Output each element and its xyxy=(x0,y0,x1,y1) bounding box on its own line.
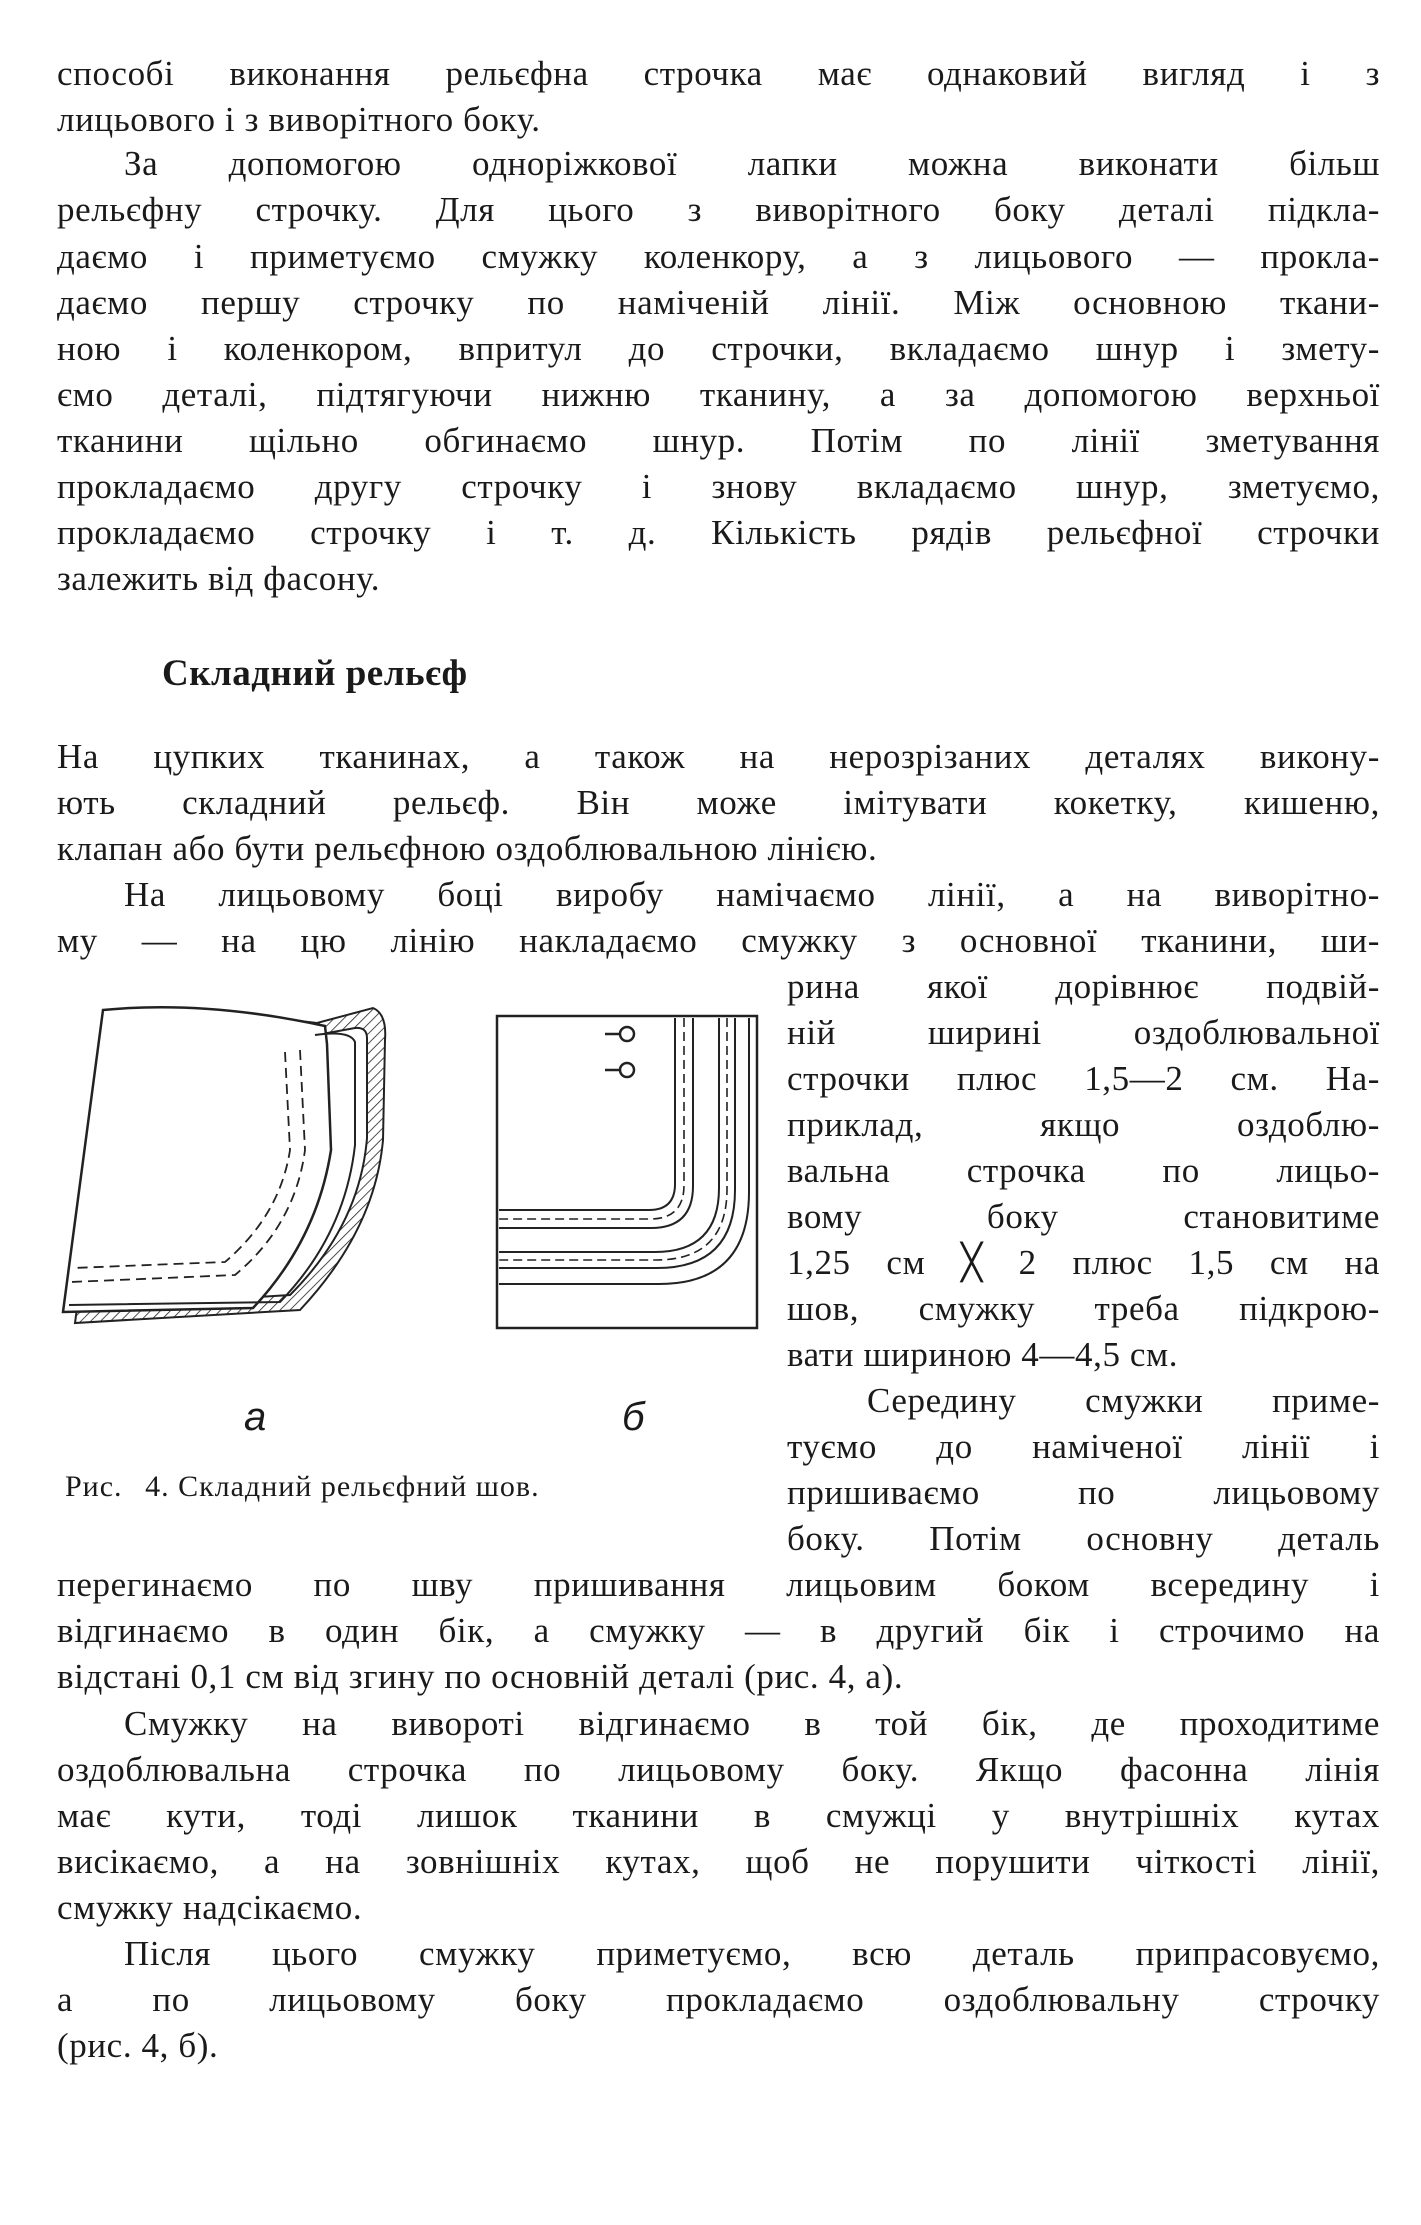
p4-right-line-8: шов, смужку треба підкрою- xyxy=(787,1289,1380,1328)
p1-line-1: способі виконання рельєфна строчка має однаковий вигляд і з xyxy=(57,54,1380,93)
figure-label-a: а xyxy=(244,1395,267,1439)
p5-right-line-4: боку. Потім основну деталь xyxy=(787,1519,1380,1558)
p6-line-4: висікаємо, а на зовнішніх кутах, щоб не порушити чіткості лінії, xyxy=(57,1842,1380,1881)
p6-line-5: смужку надсікаємо. xyxy=(57,1888,363,1927)
p2-line-1: За допомогою одноріжкової лапки можна виконати більш xyxy=(124,144,1380,183)
figure-a-drawing xyxy=(55,990,395,1350)
p2-line-9: прокладаємо строчку і т. д. Кількість рядів рельєфної строчки xyxy=(57,513,1380,552)
p4-right-line-3: строчки плюс 1,5—2 см. На- xyxy=(787,1059,1380,1098)
p7-line-3: (рис. 4, б). xyxy=(57,2026,219,2065)
figure-label-b: б xyxy=(622,1395,645,1439)
p7-line-1: Після цього смужку приметуємо, всю деталь припрасовуємо, xyxy=(124,1934,1380,1973)
p2-line-4: даємо першу строчку по наміченій лінії. Між основною ткани- xyxy=(57,283,1380,322)
figure-caption-prefix: Рис. xyxy=(65,1470,123,1503)
figure-b-drawing xyxy=(487,1010,782,1340)
figure-caption-text: 4. Складний рельєфний шов. xyxy=(145,1470,540,1503)
p3-line-1: На цупких тканинах, а також на нерозрізаних деталях викону- xyxy=(57,737,1380,776)
p4-right-line-2: ній ширині оздоблювальної xyxy=(787,1013,1380,1052)
p6-line-3: має кути, тоді лишок тканини в смужці у внутрішніх кутах xyxy=(57,1796,1380,1835)
p1-line-2: лицьового і з виворітного боку. xyxy=(57,100,541,139)
p4-right-line-5: вальна строчка по лицьо- xyxy=(787,1151,1380,1190)
p3-line-2: ють складний рельєф. Він може імітувати кокетку, кишеню, xyxy=(57,783,1380,822)
p5-right-line-2: туємо до наміченої лінії і xyxy=(787,1427,1380,1466)
p4-right-line-6: вому боку становитиме xyxy=(787,1197,1380,1236)
p5-right-line-3: пришиваємо по лицьовому xyxy=(787,1473,1380,1512)
section-heading: Складний рельєф xyxy=(162,653,468,694)
p4-right-line-9: вати шириною 4—4,5 см. xyxy=(787,1335,1179,1374)
p7-line-2: а по лицьовому боку прокладаємо оздоблювальну строчку xyxy=(57,1980,1380,2019)
p4-line-1: На лицьовому боці виробу намічаємо лінії, а на виворітно- xyxy=(124,875,1380,914)
p2-line-3: даємо і приметуємо смужку коленкору, а з лицьового — прокла- xyxy=(57,237,1380,276)
p3-line-3: клапан або бути рельєфною оздоблювальною лінією. xyxy=(57,829,878,868)
p6-line-2: оздоблювальна строчка по лицьовому боку. Якщо фасонна лінія xyxy=(57,1750,1380,1789)
p5-line-2: відгинаємо в один бік, а смужку — в другий бік і строчимо на xyxy=(57,1611,1380,1650)
p2-line-8: прокладаємо другу строчку і знову вкладаємо шнур, зметуємо, xyxy=(57,467,1380,506)
p2-line-7: тканини щільно обгинаємо шнур. Потім по лінії зметування xyxy=(57,421,1380,460)
p5-line-1: перегинаємо по шву пришивання лицьовим боком всередину і xyxy=(57,1565,1380,1604)
p5-right-line-1: Середину смужки приме- xyxy=(867,1381,1380,1420)
p5-line-3: відстані 0,1 см від згину по основній деталі (рис. 4, а). xyxy=(57,1657,904,1696)
p4-right-line-4: приклад, якщо оздоблю- xyxy=(787,1105,1380,1144)
p4-right-line-7: 1,25 см ╳ 2 плюс 1,5 см на xyxy=(787,1243,1380,1282)
p2-line-6: ємо деталі, підтягуючи нижню тканину, а за допомогою верхньої xyxy=(57,375,1380,414)
p4-line-2: му — на цю лінію накладаємо смужку з основної тканини, ши- xyxy=(57,921,1380,960)
p2-line-2: рельєфну строчку. Для цього з виворітного боку деталі підкла- xyxy=(57,190,1380,229)
p4-right-line-1: рина якої дорівнює подвій- xyxy=(787,967,1380,1006)
p6-line-1: Смужку на вивороті відгинаємо в той бік, де проходитиме xyxy=(124,1704,1380,1743)
p2-line-5: ною і коленкором, впритул до строчки, вкладаємо шнур і змету- xyxy=(57,329,1380,368)
p2-line-10: залежить від фасону. xyxy=(57,559,381,598)
figure-caption xyxy=(65,1467,554,1507)
